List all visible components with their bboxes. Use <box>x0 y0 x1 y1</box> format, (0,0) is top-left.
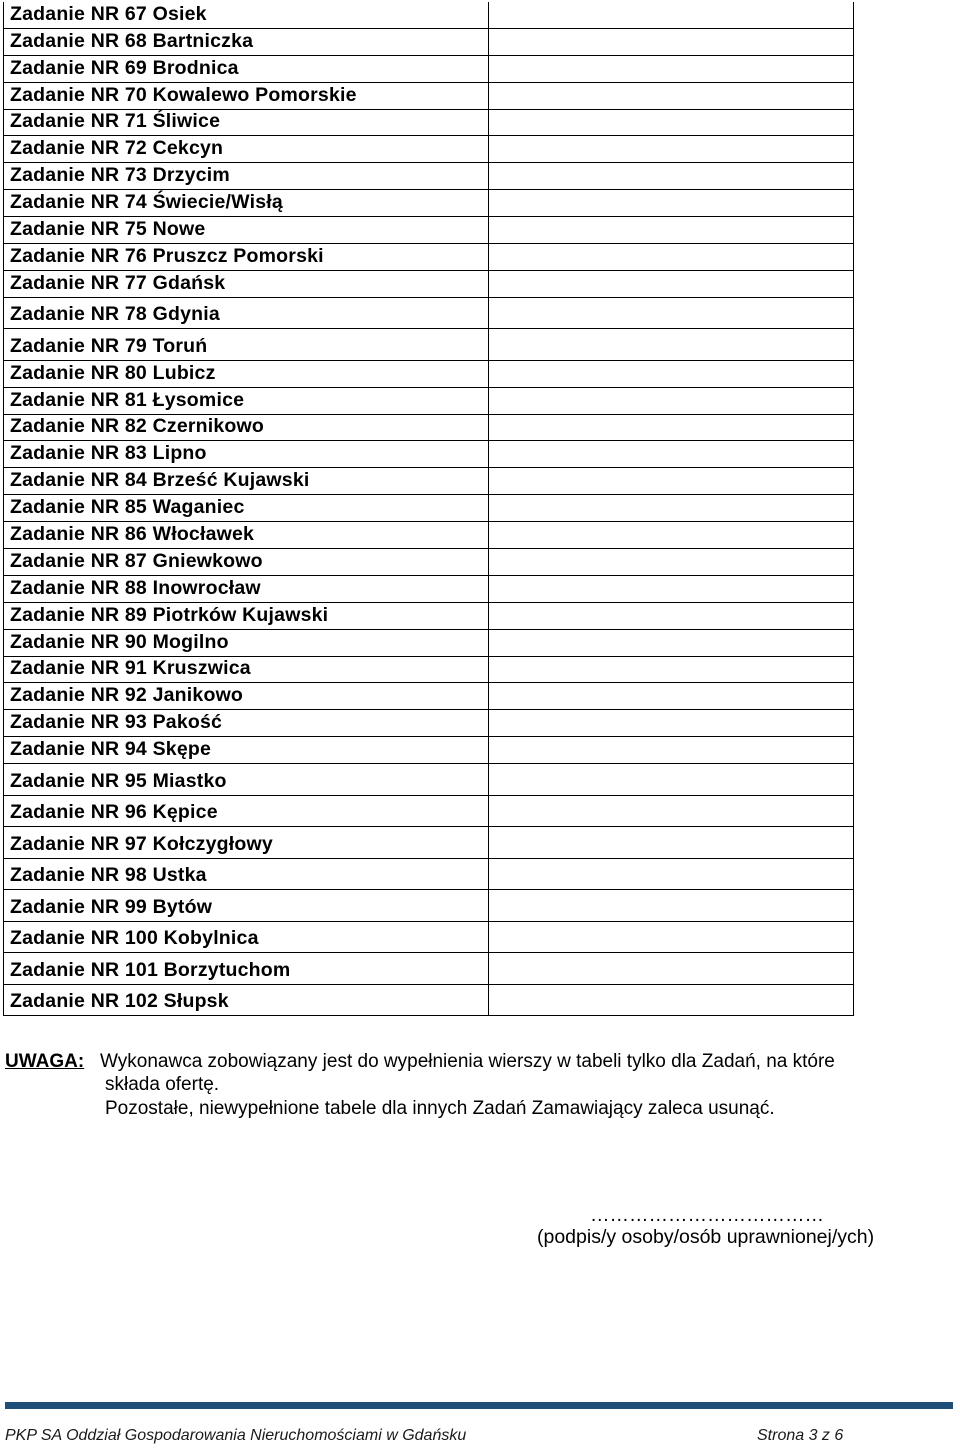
table-row <box>3 217 854 244</box>
value-cell[interactable] <box>488 29 854 56</box>
value-cell[interactable] <box>488 468 854 495</box>
table-row <box>3 2 854 29</box>
value-cell[interactable] <box>488 922 854 954</box>
value-cell[interactable] <box>488 217 854 244</box>
task-name-cell: Zadanie NR 83 Lipno <box>3 441 488 468</box>
footer-page-number: Strona 3 z 6 <box>757 1427 844 1444</box>
table-row <box>3 953 854 985</box>
footer-organization: PKP SA Oddział Gospodarowania Nieruchomościami w Gdańsku <box>5 1427 467 1444</box>
task-name-cell: Zadanie NR 93 Pakość <box>3 710 488 737</box>
note-label: UWAGA: <box>5 1051 85 1072</box>
footer-rule <box>5 1402 953 1409</box>
signature-line: ……………………………… <box>590 1204 824 1226</box>
table-row <box>3 683 854 710</box>
task-name-cell: Zadanie NR 84 Brześć Kujawski <box>3 468 488 495</box>
table-row <box>3 244 854 271</box>
task-name-cell: Zadanie NR 90 Mogilno <box>3 630 488 657</box>
value-cell[interactable] <box>488 576 854 603</box>
note-line-3: Pozostałe, niewypełnione tabele dla innych Zadań Zamawiający zaleca usunąć. <box>105 1098 775 1119</box>
signature-caption: (podpis/y osoby/osób uprawnionej/ych) <box>537 1226 875 1248</box>
task-name-cell: Zadanie NR 70 Kowalewo Pomorskie <box>3 83 488 110</box>
table-row <box>3 827 854 859</box>
task-name-cell: Zadanie NR 98 Ustka <box>3 859 488 891</box>
table-row <box>3 764 854 796</box>
value-cell[interactable] <box>488 190 854 217</box>
value-cell[interactable] <box>488 683 854 710</box>
table-row <box>3 630 854 657</box>
value-cell[interactable] <box>488 827 854 859</box>
table-row <box>3 603 854 630</box>
value-cell[interactable] <box>488 630 854 657</box>
value-cell[interactable] <box>488 415 854 442</box>
value-cell[interactable] <box>488 603 854 630</box>
task-name-cell: Zadanie NR 79 Toruń <box>3 329 488 361</box>
task-name-cell: Zadanie NR 69 Brodnica <box>3 56 488 83</box>
task-name-cell: Zadanie NR 102 Słupsk <box>3 985 488 1017</box>
task-name-cell: Zadanie NR 88 Inowrocław <box>3 576 488 603</box>
table-row <box>3 468 854 495</box>
table-row <box>3 361 854 388</box>
value-cell[interactable] <box>488 657 854 684</box>
task-name-cell: Zadanie NR 75 Nowe <box>3 217 488 244</box>
value-cell[interactable] <box>488 244 854 271</box>
task-name-cell: Zadanie NR 86 Włocławek <box>3 522 488 549</box>
table-row <box>3 271 854 298</box>
value-cell[interactable] <box>488 298 854 330</box>
value-cell[interactable] <box>488 764 854 796</box>
task-name-cell: Zadanie NR 74 Świecie/Wisłą <box>3 190 488 217</box>
task-name-cell: Zadanie NR 82 Czernikowo <box>3 415 488 442</box>
task-name-cell: Zadanie NR 97 Kołczygłowy <box>3 827 488 859</box>
table-row <box>3 83 854 110</box>
table-row <box>3 549 854 576</box>
table-row <box>3 985 854 1017</box>
task-name-cell: Zadanie NR 80 Lubicz <box>3 361 488 388</box>
value-cell[interactable] <box>488 441 854 468</box>
table-row <box>3 890 854 922</box>
table-row <box>3 415 854 442</box>
table-row <box>3 136 854 163</box>
table-row <box>3 922 854 954</box>
task-name-cell: Zadanie NR 72 Cekcyn <box>3 136 488 163</box>
task-name-cell: Zadanie NR 68 Bartniczka <box>3 29 488 56</box>
value-cell[interactable] <box>488 549 854 576</box>
task-name-cell: Zadanie NR 76 Pruszcz Pomorski <box>3 244 488 271</box>
table-row <box>3 441 854 468</box>
value-cell[interactable] <box>488 859 854 891</box>
value-cell[interactable] <box>488 985 854 1017</box>
task-name-cell: Zadanie NR 71 Śliwice <box>3 110 488 137</box>
value-cell[interactable] <box>488 495 854 522</box>
value-cell[interactable] <box>488 890 854 922</box>
value-cell[interactable] <box>488 271 854 298</box>
task-table <box>3 2 854 1016</box>
table-row <box>3 796 854 828</box>
table-row <box>3 657 854 684</box>
value-cell[interactable] <box>488 388 854 415</box>
value-cell[interactable] <box>488 136 854 163</box>
table-row <box>3 495 854 522</box>
table-row <box>3 388 854 415</box>
table-row <box>3 190 854 217</box>
task-name-cell: Zadanie NR 67 Osiek <box>3 2 488 29</box>
task-name-cell: Zadanie NR 77 Gdańsk <box>3 271 488 298</box>
value-cell[interactable] <box>488 796 854 828</box>
task-name-cell: Zadanie NR 91 Kruszwica <box>3 657 488 684</box>
task-name-cell: Zadanie NR 81 Łysomice <box>3 388 488 415</box>
value-cell[interactable] <box>488 329 854 361</box>
table-row <box>3 298 854 330</box>
task-name-cell: Zadanie NR 94 Skępe <box>3 737 488 764</box>
value-cell[interactable] <box>488 522 854 549</box>
value-cell[interactable] <box>488 110 854 137</box>
task-name-cell: Zadanie NR 89 Piotrków Kujawski <box>3 603 488 630</box>
task-name-cell: Zadanie NR 87 Gniewkowo <box>3 549 488 576</box>
task-name-cell: Zadanie NR 73 Drzycim <box>3 163 488 190</box>
value-cell[interactable] <box>488 953 854 985</box>
table-row <box>3 163 854 190</box>
value-cell[interactable] <box>488 2 854 29</box>
task-name-cell: Zadanie NR 100 Kobylnica <box>3 922 488 954</box>
task-name-cell: Zadanie NR 95 Miastko <box>3 764 488 796</box>
value-cell[interactable] <box>488 710 854 737</box>
task-name-cell: Zadanie NR 101 Borzytuchom <box>3 953 488 985</box>
table-row <box>3 56 854 83</box>
task-name-cell: Zadanie NR 85 Waganiec <box>3 495 488 522</box>
value-cell[interactable] <box>488 56 854 83</box>
task-name-cell: Zadanie NR 78 Gdynia <box>3 298 488 330</box>
value-cell[interactable] <box>488 737 854 764</box>
value-cell[interactable] <box>488 83 854 110</box>
note-line-1: Wykonawca zobowiązany jest do wypełnienia wierszy w tabeli tylko dla Zadań, na które <box>100 1051 835 1072</box>
table-row <box>3 576 854 603</box>
table-row <box>3 29 854 56</box>
value-cell[interactable] <box>488 163 854 190</box>
task-name-cell: Zadanie NR 92 Janikowo <box>3 683 488 710</box>
table-row <box>3 110 854 137</box>
task-name-cell: Zadanie NR 96 Kępice <box>3 796 488 828</box>
note-line-2: składa ofertę. <box>105 1074 220 1095</box>
task-name-cell: Zadanie NR 99 Bytów <box>3 890 488 922</box>
table-row <box>3 737 854 764</box>
value-cell[interactable] <box>488 361 854 388</box>
table-row <box>3 859 854 891</box>
table-row <box>3 522 854 549</box>
table-row <box>3 329 854 361</box>
table-row <box>3 710 854 737</box>
